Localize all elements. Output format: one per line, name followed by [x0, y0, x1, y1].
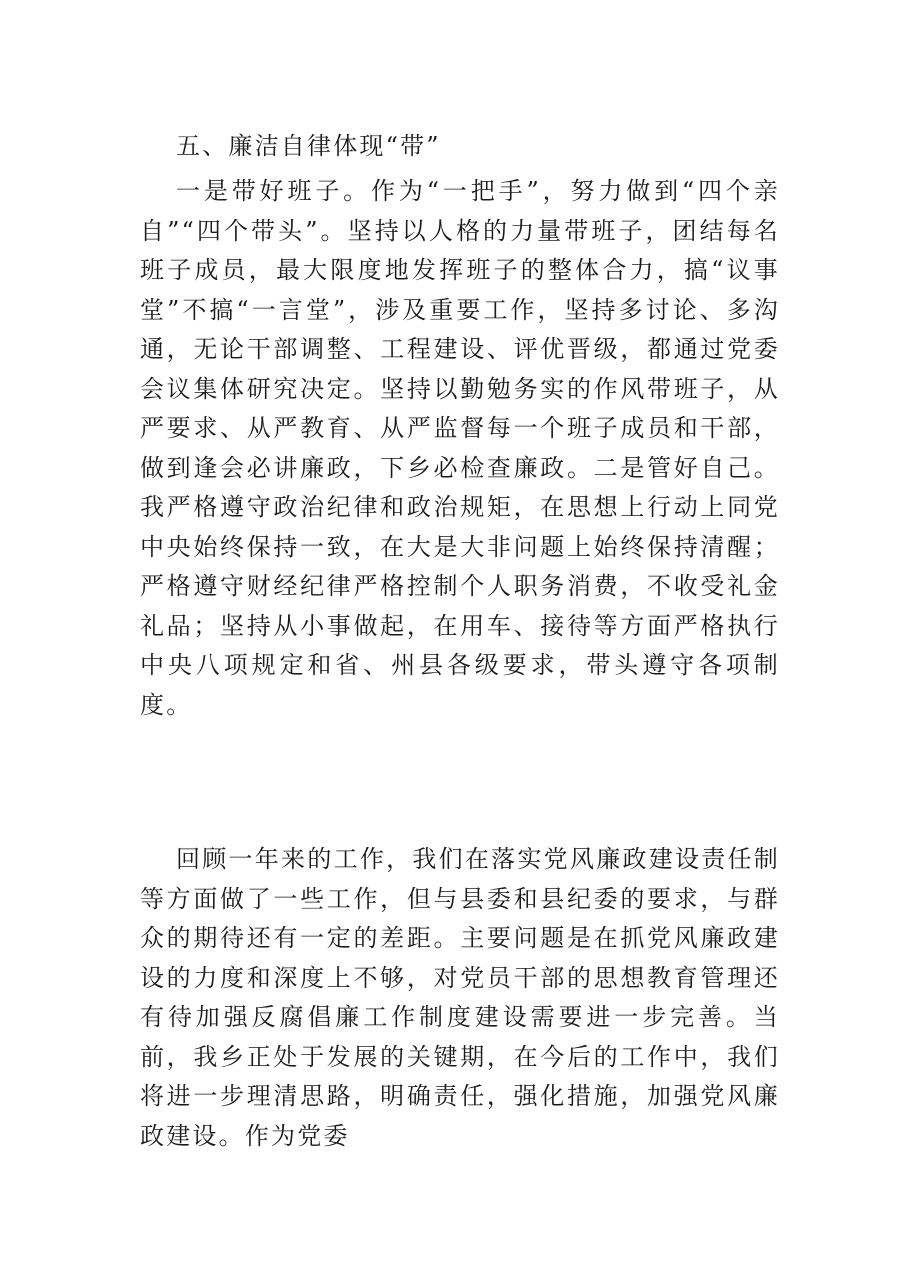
paragraph-leading-team: 一是带好班子。作为“一把手”，努力做到“四个亲自”“四个带头”。坚持以人格的力量带班子，团结每名班子成员，最大限度地发挥班子的整体合力，搞“议事堂”不搞“一言堂”，涉及重要工作，坚持多讨论、多沟通，无论干部调整、工程建设、评优晋级，都通过党委会议集体研究决定。坚持以勤勉务实的作风带班子，从严要求、从严教育、从严监督每一个班子成员和干部，做到逢会必讲廉政，下乡必检查廉政。二是管好自己。我严格遵守政治纪律和政治规矩，在思想上行动上同党中央始终保持一致，在大是大非问题上始终保持清醒；严格遵守财经纪律严格控制个人职务消费，不收受礼金礼品；坚持从小事做起，在用车、接待等方面严格执行中央八项规定和省、州县各级要求，带头遵守各项制度。 — [140, 177, 780, 719]
section-heading: 五、廉洁自律体现“带” — [176, 132, 441, 160]
paragraph-review: 回顾一年来的工作，我们在落实党风廉政建设责任制等方面做了一些工作，但与县委和县纪委的要求，与群众的期待还有一定的差距。主要问题是在抓党风廉政建设的力度和深度上不够，对党员干部的思想教育管理还有待加强反腐倡廉工作制度建设需要进一步完善。当前，我乡正处于发展的关键期，在今后的工作中，我们将进一步理清思路，明确责任，强化措施，加强党风廉政建设。作为党委 — [140, 845, 780, 1150]
